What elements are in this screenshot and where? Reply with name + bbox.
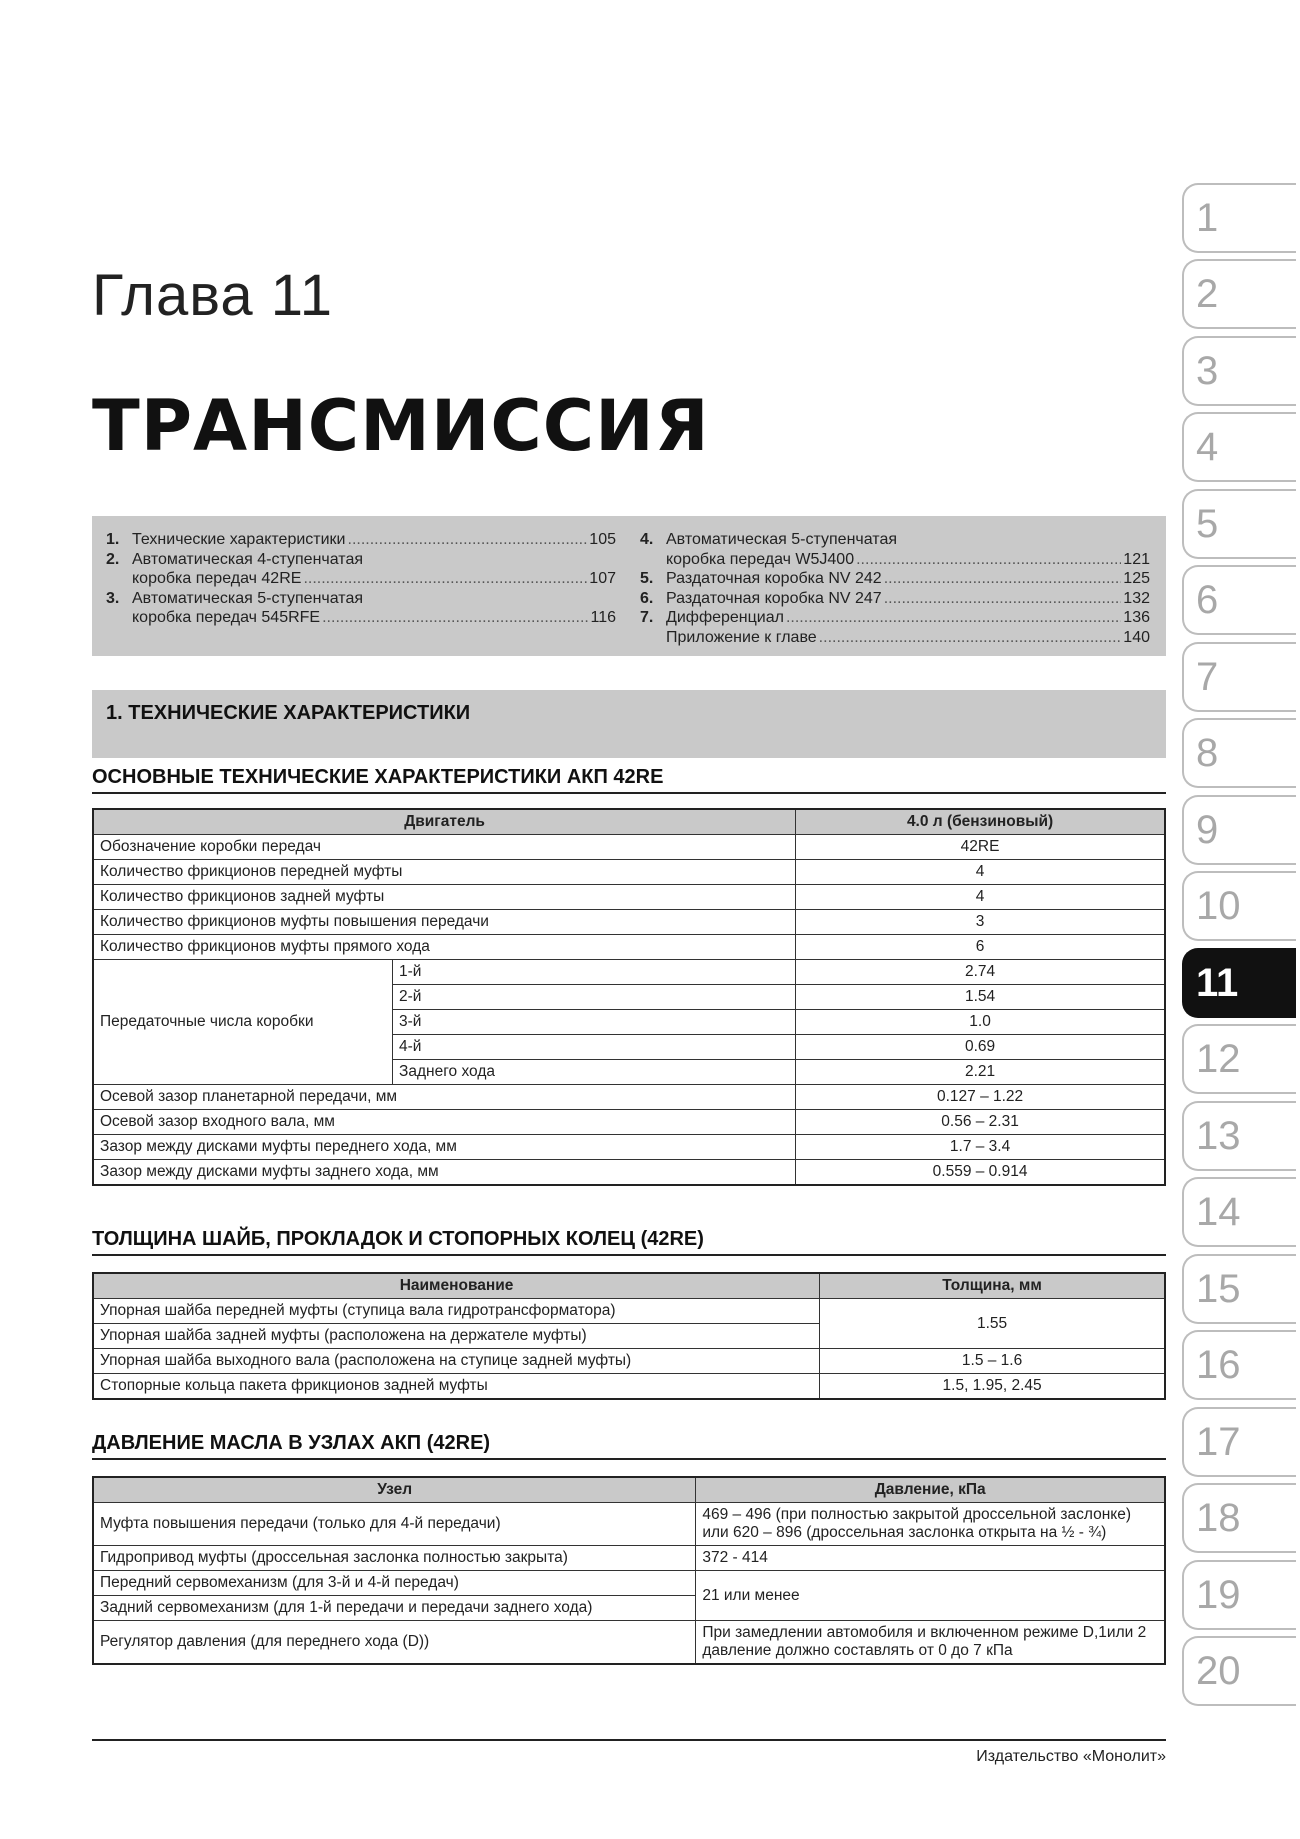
chapter-tab-10[interactable]: 10 [1182,871,1296,941]
contents-item[interactable]: 1. Технические характеристики ..... 105 [106,530,616,550]
table-row: Заднего хода 2.21 [93,1060,1165,1085]
contents-column-right: 4. Автоматическая 5-ступенчатая коробка передач W5J400 ..... 121 5. Раздаточная коробка NV 242 ..... 125 6. Раздаточная коробка NV 247 ..... 132 7. Дифференциал ..... 136 Приложение к главе ..... 140 [640,530,1150,647]
chapter-tab-6[interactable]: 6 [1182,565,1296,635]
contents-item[interactable]: 6. Раздаточная коробка NV 247 ..... 132 [640,589,1150,609]
washers-table [92,1272,1166,1400]
chapter-tab-17[interactable]: 17 [1182,1407,1296,1477]
contents-column-left: 1. Технические характеристики ..... 105 2. Автоматическая 4-ступенчатая коробка передач 42RE ..... 107 3. Автоматическая 5-ступенчатая коробка передач 545RFE ..... 116 [106,530,616,628]
table-row: Осевой зазор планетарной передачи, мм 0.127 – 1.22 [93,1085,1165,1110]
table-row: Передаточные числа коробки 1-й 2.74 [93,960,1165,985]
column-header: Давление, кПа [696,1477,1165,1503]
table-row: Упорная шайба задней муфты (расположена на держателе муфты) [93,1324,1165,1349]
chapter-contents [92,516,1166,656]
chapter-tab-12[interactable]: 12 [1182,1024,1296,1094]
section-header [92,690,1166,758]
contents-item[interactable]: 2. Автоматическая 4-ступенчатая [106,550,363,568]
column-header: Узел [93,1477,696,1503]
table-row: Упорная шайба выходного вала (расположена на ступице задней муфты) 1.5 – 1.6 [93,1349,1165,1374]
chapter-tab-16[interactable]: 16 [1182,1330,1296,1400]
chapter-tab-7[interactable]: 7 [1182,642,1296,712]
table-row: Осевой зазор входного вала, мм 0.56 – 2.31 [93,1110,1165,1135]
chapter-tab-8[interactable]: 8 [1182,718,1296,788]
gear-ratio-label: Передаточные числа коробки [93,960,393,1085]
chapter-title: ТРАНСМИССИЯ [92,385,710,467]
chapter-tab-19[interactable]: 19 [1182,1560,1296,1630]
table-row: Количество фрикционов муфты повышения передачи 3 [93,910,1165,935]
contents-item[interactable]: Приложение к главе ..... 140 [640,628,1150,648]
column-header: Толщина, мм [820,1273,1165,1299]
chapter-tab-11[interactable]: 11 [1182,948,1296,1018]
chapter-tab-13[interactable]: 13 [1182,1101,1296,1171]
contents-item[interactable]: 5. Раздаточная коробка NV 242 ..... 125 [640,569,1150,589]
chapter-tab-20[interactable]: 20 [1182,1636,1296,1706]
washers-heading: ТОЛЩИНА ШАЙБ, ПРОКЛАДОК И СТОПОРНЫХ КОЛЕЦ (42RE) [92,1228,1166,1256]
table-row: Зазор между дисками муфты переднего хода, мм 1.7 – 3.4 [93,1135,1165,1160]
table-row: Муфта повышения передачи (только для 4-й передачи) 469 – 496 (при полностью закрытой дроссельной заслонке) или 620 – 896 (дроссельная заслонка открыта на ½ - ¾) [93,1503,1165,1546]
table-row: Гидропривод муфты (дроссельная заслонка полностью закрыта) 372 - 414 [93,1546,1165,1571]
chapter-tab-2[interactable]: 2 [1182,259,1296,329]
table-row: Обозначение коробки передач 42RE [93,835,1165,860]
chapter-tab-4[interactable]: 4 [1182,412,1296,482]
chapter-tab-1[interactable]: 1 [1182,183,1296,253]
publisher-credit: Издательство «Монолит» [976,1748,1166,1765]
table-row: 4-й 0.69 [93,1035,1165,1060]
chapter-tab-15[interactable]: 15 [1182,1254,1296,1324]
contents-item[interactable]: 3. Автоматическая 5-ступенчатая [106,589,363,607]
specs-table [92,808,1166,1186]
table-row: 2-й 1.54 [93,985,1165,1010]
section-title: 1. ТЕХНИЧЕСКИЕ ХАРАКТЕРИСТИКИ [106,702,471,724]
table-row: Регулятор давления (для переднего хода (D)) При замедлении автомобиля и включенном режиме D,1или 2 давление должно составлять от 0 до 7 кПа [93,1621,1165,1665]
chapter-tab-5[interactable]: 5 [1182,489,1296,559]
footer-divider [92,1739,1166,1741]
table-row: Количество фрикционов задней муфты 4 [93,885,1165,910]
chapter-tab-3[interactable]: 3 [1182,336,1296,406]
column-header: 4.0 л (бензиновый) [796,809,1165,835]
table-header-row [93,1273,1165,1299]
table-row: Зазор между дисками муфты заднего хода, мм 0.559 – 0.914 [93,1160,1165,1186]
table-row: Количество фрикционов передней муфты 4 [93,860,1165,885]
table-header-row [93,809,1165,835]
chapter-tab-14[interactable]: 14 [1182,1177,1296,1247]
contents-item[interactable]: 7. Дифференциал ..... 136 [640,608,1150,628]
specs-heading: ОСНОВНЫЕ ТЕХНИЧЕСКИЕ ХАРАКТЕРИСТИКИ АКП 42RE [92,766,1166,794]
chapter-label: Глава 11 [92,263,333,328]
chapter-tab-18[interactable]: 18 [1182,1483,1296,1553]
table-row: Задний сервомеханизм (для 1-й передачи и передачи заднего хода) [93,1596,1165,1621]
pressure-table [92,1476,1166,1665]
table-row: Передний сервомеханизм (для 3-й и 4-й передач) 21 или менее [93,1571,1165,1596]
table-row: 3-й 1.0 [93,1010,1165,1035]
table-row: Стопорные кольца пакета фрикционов задней муфты 1.5, 1.95, 2.45 [93,1374,1165,1400]
contents-item[interactable]: 4. Автоматическая 5-ступенчатая [640,531,897,548]
table-row: Количество фрикционов муфты прямого хода 6 [93,935,1165,960]
column-header: Двигатель [93,809,796,835]
column-header: Наименование [93,1273,820,1299]
pressure-heading: ДАВЛЕНИЕ МАСЛА В УЗЛАХ АКП (42RE) [92,1432,1166,1460]
table-header-row [93,1477,1165,1503]
chapter-tab-9[interactable]: 9 [1182,795,1296,865]
table-row: Упорная шайба передней муфты (ступица вала гидротрансформатора) 1.55 [93,1299,1165,1324]
